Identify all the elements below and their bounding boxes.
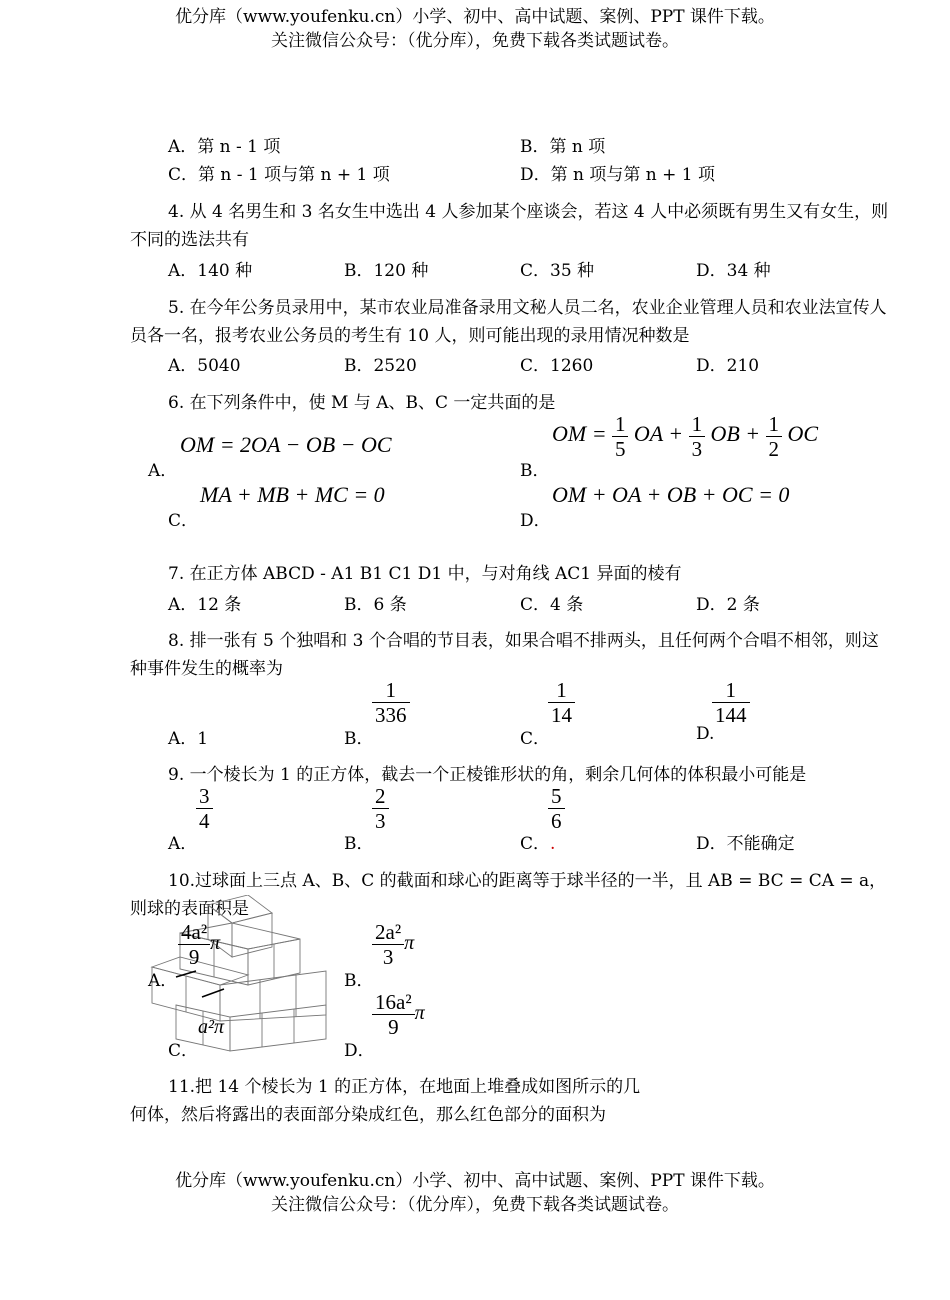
q10-option-d-label: D． bbox=[344, 1041, 375, 1061]
q8-option-b-label: B． bbox=[344, 729, 374, 749]
frac-denominator: 3 bbox=[375, 809, 386, 833]
pi-symbol: π bbox=[404, 932, 415, 954]
q3-option-d: D．第 n 项与第 n + 1 项 bbox=[520, 165, 716, 185]
q8-option-d-frac bbox=[712, 678, 750, 727]
frac-denominator: 9 bbox=[388, 1015, 399, 1039]
frac-denominator: 3 bbox=[691, 437, 703, 461]
q10-option-b-expr bbox=[372, 920, 414, 969]
frac-numerator: 3 bbox=[196, 784, 213, 809]
frac-numerator: 1 bbox=[689, 412, 706, 437]
q6-b-frac-2 bbox=[689, 412, 706, 461]
q8-option-c-label: C． bbox=[520, 729, 551, 749]
frac-numerator: 4a² bbox=[178, 920, 210, 945]
frac-denominator: 5 bbox=[614, 437, 626, 461]
q10-option-b-label: B． bbox=[344, 971, 374, 991]
q6-b-term-1: OA + bbox=[633, 421, 684, 446]
q6-option-d-expr: OM + OA + OB + OC = 0 bbox=[552, 482, 790, 507]
q9-option-b-label: B． bbox=[344, 834, 374, 854]
q6-option-b-label: B． bbox=[520, 461, 550, 481]
frac-denominator: 6 bbox=[551, 809, 562, 833]
q5-stem: 5. 在今年公务员录用中，某市农业局准备录用文秘人员二名，农业企业管理人员和农业法宣传人员各一名，报考农业公务员的考生有 10 人，则可能出现的录用情况种数是 bbox=[130, 298, 887, 346]
q5-option-b: B．2520 bbox=[344, 356, 417, 376]
frac-denominator: 3 bbox=[382, 945, 394, 969]
q8-stem: 8. 排一张有 5 个独唱和 3 个合唱的节目表，如果合唱不排两头，且任何两个合唱不相邻，则这种事件发生的概率为 bbox=[130, 631, 879, 679]
q9-c-red-dot: . bbox=[550, 834, 556, 854]
q10-d-frac bbox=[372, 990, 415, 1039]
frac-numerator: 1 bbox=[548, 678, 575, 703]
pi-symbol: π bbox=[414, 1002, 425, 1024]
q8-option-a: A．1 bbox=[168, 729, 209, 749]
q6-b-frac-3 bbox=[766, 412, 783, 461]
q10-stem: 10.过球面上三点 A、B、C 的截面和球心的距离等于球半径的一半，且 AB = BC = CA = a，则球的表面积是 bbox=[130, 871, 887, 919]
q3-option-b: B．第 n 项 bbox=[520, 137, 606, 157]
q4-option-d: D．34 种 bbox=[696, 261, 771, 281]
frac-denominator: 4 bbox=[199, 809, 210, 833]
q9-stem: 9. 一个棱长为 1 的正方体，截去一个正棱锥形状的角，剩余几何体的体积最小可能是 bbox=[168, 765, 807, 785]
q6-stem: 6. 在下列条件中，使 M 与 A、B、C 一定共面的是 bbox=[168, 393, 556, 413]
footer-line-2: 关注微信公众号：（优分库），免费下载各类试题试卷。 bbox=[271, 1195, 679, 1215]
q10-b-frac bbox=[372, 920, 404, 969]
q6-option-d-label: D． bbox=[520, 511, 551, 531]
q4-option-b: B．120 种 bbox=[344, 261, 429, 281]
header-line-2: 关注微信公众号：（优分库），免费下载各类试题试卷。 bbox=[271, 31, 679, 51]
frac-denominator: 144 bbox=[715, 703, 747, 727]
q6-option-a-expr: OM = 2OA − OB − OC bbox=[180, 432, 392, 457]
q6-b-term-3: OC bbox=[787, 421, 819, 446]
q3-option-c: C．第 n - 1 项与第 n + 1 项 bbox=[168, 165, 390, 185]
q9-c-label-text: C． bbox=[520, 834, 551, 854]
q10-option-a-expr bbox=[178, 920, 220, 969]
q9-option-d: D．不能确定 bbox=[696, 834, 795, 854]
q9-option-a-label: A． bbox=[168, 834, 198, 854]
pi-symbol: π bbox=[210, 932, 221, 954]
q7-stem: 7. 在正方体 ABCD - A1 B1 C1 D1 中，与对角线 AC1 异面的棱有 bbox=[168, 564, 682, 584]
q8-option-d-label: D. bbox=[696, 724, 715, 744]
frac-numerator: 1 bbox=[712, 678, 750, 703]
frac-numerator: 16a² bbox=[372, 990, 415, 1015]
q8-option-b-frac bbox=[372, 678, 410, 727]
q6-option-b-expr bbox=[552, 412, 818, 461]
q4-option-c: C．35 种 bbox=[520, 261, 595, 281]
q10-option-d-expr bbox=[372, 990, 425, 1039]
q3-option-a: A．第 n - 1 项 bbox=[168, 137, 281, 157]
q10-option-a-label: A． bbox=[148, 971, 178, 991]
q8-option-c-frac bbox=[548, 678, 575, 727]
q7-option-b: B．6 条 bbox=[344, 595, 407, 615]
q6-b-term-2: OB + bbox=[710, 421, 761, 446]
frac-numerator: 1 bbox=[372, 678, 410, 703]
q4-stem: 4. 从 4 名男生和 3 名女生中选出 4 人参加某个座谈会，若这 4 人中必须既有男生又有女生，则不同的选法共有 bbox=[130, 202, 889, 250]
q10-option-c-label: C． bbox=[168, 1041, 199, 1061]
frac-numerator: 5 bbox=[548, 784, 565, 809]
q4-option-a: A．140 种 bbox=[168, 261, 253, 281]
q10-option-c-expr: a²π bbox=[198, 1016, 225, 1038]
q5-option-c: C．1260 bbox=[520, 356, 594, 376]
q9-option-b-frac bbox=[372, 784, 389, 833]
q7-option-d: D．2 条 bbox=[696, 595, 760, 615]
q6-b-frac-1 bbox=[612, 412, 629, 461]
q6-option-a-label: A． bbox=[148, 461, 178, 481]
frac-numerator: 2a² bbox=[372, 920, 404, 945]
q9-option-c-frac bbox=[548, 784, 565, 833]
q9-option-a-frac bbox=[196, 784, 213, 833]
q5-option-a: A．5040 bbox=[168, 356, 241, 376]
frac-numerator: 1 bbox=[766, 412, 783, 437]
q6-option-c-expr: MA + MB + MC = 0 bbox=[200, 482, 385, 507]
frac-denominator: 9 bbox=[188, 945, 200, 969]
q10-a-frac bbox=[178, 920, 210, 969]
frac-denominator: 2 bbox=[768, 437, 780, 461]
frac-numerator: 2 bbox=[372, 784, 389, 809]
frac-denominator: 336 bbox=[375, 703, 407, 727]
frac-denominator: 14 bbox=[551, 703, 572, 727]
q6-option-c-label: C． bbox=[168, 511, 199, 531]
q5-option-d: D．210 bbox=[696, 356, 760, 376]
q7-option-c: C．4 条 bbox=[520, 595, 584, 615]
q11-stem: 11.把 14 个棱长为 1 的正方体，在地面上堆叠成如图所示的几何体，然后将露出的表面部分染成红色，那么红色部分的面积为 bbox=[130, 1077, 641, 1125]
footer-line-1: 优分库（www.youfenku.cn）小学、初中、高中试题、案例、PPT 课件下载。 bbox=[175, 1171, 775, 1191]
frac-numerator: 1 bbox=[612, 412, 629, 437]
q7-option-a: A．12 条 bbox=[168, 595, 242, 615]
header-line-1: 优分库（www.youfenku.cn）小学、初中、高中试题、案例、PPT 课件下载。 bbox=[175, 7, 775, 27]
q6-b-lhs: OM = bbox=[552, 421, 607, 446]
